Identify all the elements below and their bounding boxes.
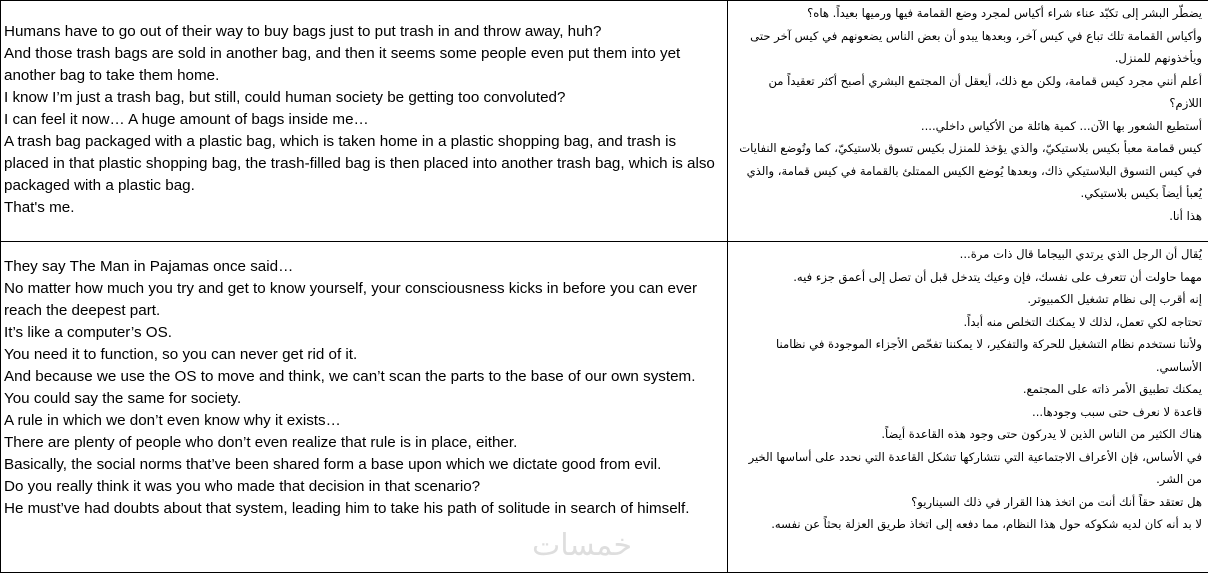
arabic-cell	[728, 242, 1208, 573]
arabic-paragraph: إنه أقرب إلى نظام تشغيل الكمبيوتر.	[736, 288, 1202, 311]
english-paragraph: There are plenty of people who don’t even realize that rule is in place, either.	[4, 432, 721, 454]
english-cell	[1, 242, 728, 573]
english-paragraph: A trash bag packaged with a plastic bag, which is taken home in a plastic shopping bag, and trash is placed in that plastic shopping bag, the trash-filled bag is then placed into another trash bag, which is also packaged with a plastic bag.	[4, 131, 721, 197]
arabic-text-block	[728, 1, 1208, 227]
english-paragraph: They say The Man in Pajamas once said…	[4, 256, 721, 278]
arabic-paragraph: أستطيع الشعور بها الآن... كمية هائلة من الأكياس داخلي....	[736, 115, 1202, 138]
english-text-block	[1, 1, 727, 219]
english-paragraph: And because we use the OS to move and think, we can’t scan the parts to the base of our own system.	[4, 366, 721, 388]
arabic-paragraph: هذا أنا.	[736, 205, 1202, 228]
arabic-paragraph: يُقال أن الرجل الذي يرتدي البيجاما قال ذات مرة...	[736, 243, 1202, 266]
english-paragraph: It’s like a computer’s OS.	[4, 322, 721, 344]
english-paragraph: No matter how much you try and get to know yourself, your consciousness kicks in before you can ever reach the deepest part.	[4, 278, 721, 322]
arabic-paragraph: وأكياس القمامة تلك تباع في كيس آخر، وبعدها يبدو أن بعض الناس يضعونهم في كيس آخر حتى ويأخذونهم للمنزل.	[736, 25, 1202, 70]
arabic-paragraph: كيس قمامة معبأ بكيس بلاستيكيّ، والذي يؤخذ للمنزل بكيس تسوق بلاستيكيّ، كما وتُوضع النفايات في كيس التسوق البلاستيكي ذاك، وبعدها يُوضع الكيس الممتلئ بالقمامة في كيس قمامة، والذي يُعبأ أيضاً بكيس بلاستيكي.	[736, 137, 1202, 205]
table-row	[1, 1, 1208, 242]
table-row	[1, 242, 1208, 573]
arabic-paragraph: يضطّر البشر إلى تكبّد عناء شراء أكياس لمجرد وضع القمامة فيها ورميها بعيداً. هاه؟	[736, 2, 1202, 25]
english-paragraph: That's me.	[4, 197, 721, 219]
arabic-paragraph: مهما حاولت أن تتعرف على نفسك، فإن وعيك يتدخل قبل أن تصل إلى أعمق جزء فيه.	[736, 266, 1202, 289]
english-paragraph: A rule in which we don’t even know why it exists…	[4, 410, 721, 432]
arabic-paragraph: قاعدة لا نعرف حتى سبب وجودها...	[736, 401, 1202, 424]
english-paragraph: Basically, the social norms that’ve been shared form a base upon which we dictate good from evil.	[4, 454, 721, 476]
watermark-logo: خمسات	[532, 528, 632, 563]
english-paragraph: Humans have to go out of their way to buy bags just to put trash in and throw away, huh?	[4, 21, 721, 43]
arabic-paragraph: ولأننا نستخدم نظام التشغيل للحركة والتفكير، لا يمكننا تفحّص الأجزاء الموجودة في نظامنا الأساسي.	[736, 333, 1202, 378]
english-paragraph: I can feel it now… A huge amount of bags inside me…	[4, 109, 721, 131]
arabic-paragraph: في الأساس، فإن الأعراف الاجتماعية التي نتشاركها تشكل القاعدة التي نحدد على أساسها الخير من الشر.	[736, 446, 1202, 491]
arabic-text-block	[728, 242, 1208, 536]
english-paragraph: He must’ve had doubts about that system, leading him to take his path of solitude in search of himself.	[4, 498, 721, 520]
arabic-paragraph: يمكنك تطبيق الأمر ذاته على المجتمع.	[736, 378, 1202, 401]
arabic-paragraph: تحتاجه لكي تعمل، لذلك لا يمكنك التخلص منه أبداً.	[736, 311, 1202, 334]
english-paragraph: You need it to function, so you can never get rid of it.	[4, 344, 721, 366]
english-text-block	[1, 242, 727, 520]
arabic-cell	[728, 1, 1208, 242]
english-paragraph: You could say the same for society.	[4, 388, 721, 410]
arabic-paragraph: أعلم أنني مجرد كيس قمامة، ولكن مع ذلك، أيعقل أن المجتمع البشري أصبح أكثر تعقيداً من اللازم؟	[736, 70, 1202, 115]
arabic-paragraph: لا بد أنه كان لديه شكوكه حول هذا النظام، مما دفعه إلى اتخاذ طريق العزلة بحثاً عن نفسه.	[736, 513, 1202, 536]
arabic-paragraph: هل تعتقد حقاً أنك أنت من اتخذ هذا القرار في ذلك السيناريو؟	[736, 491, 1202, 514]
arabic-paragraph: هناك الكثير من الناس الذين لا يدركون حتى وجود هذه القاعدة أيضاً.	[736, 423, 1202, 446]
english-paragraph: I know I’m just a trash bag, but still, could human society be getting too convoluted?	[4, 87, 721, 109]
english-cell	[1, 1, 728, 242]
english-paragraph: And those trash bags are sold in another bag, and then it seems some people even put them into yet another bag to take them home.	[4, 43, 721, 87]
english-paragraph: Do you really think it was you who made that decision in that scenario?	[4, 476, 721, 498]
